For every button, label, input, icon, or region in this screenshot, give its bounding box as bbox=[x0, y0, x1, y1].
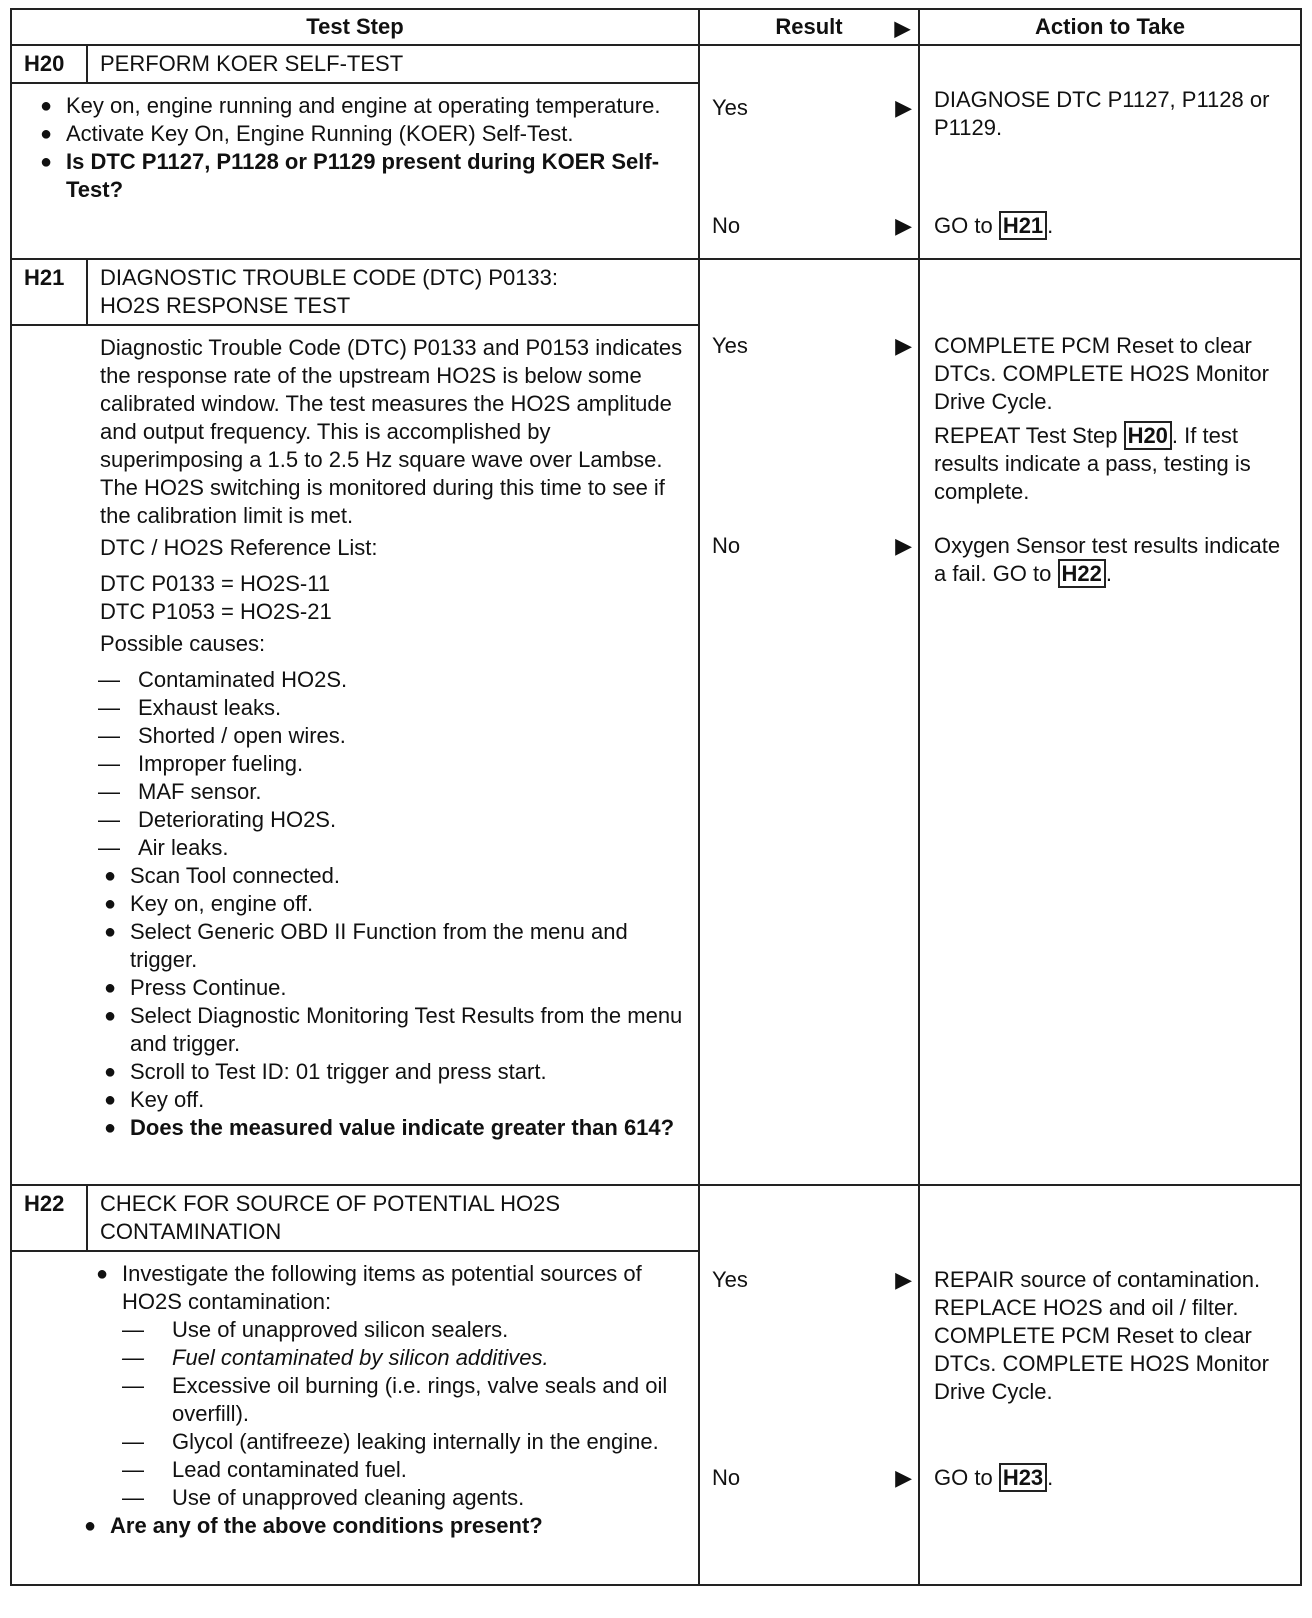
action-text: COMPLETE PCM Reset to clear DTCs. COMPLETE HO2S Monitor Drive Cycle. bbox=[934, 333, 1269, 414]
bullet-text: Scroll to Test ID: 01 trigger and press start. bbox=[130, 1059, 547, 1084]
action-cell-h22 bbox=[919, 1185, 1301, 1585]
bullet-text: Investigate the following items as potential sources of HO2S contamination: bbox=[122, 1261, 642, 1314]
bullet-icon: ● bbox=[83, 1515, 97, 1537]
list-item bbox=[90, 1002, 684, 1058]
action-text bbox=[934, 422, 1290, 506]
action-yes: REPAIR source of contamination. REPLACE HO2S and oil / filter. COMPLETE PCM Reset to clear DTCs. COMPLETE HO2S Monitor Drive Cycle. bbox=[934, 1267, 1269, 1404]
dash-icon: — bbox=[122, 1457, 144, 1482]
question-text: Are any of the above conditions present? bbox=[110, 1513, 543, 1538]
bullet-icon: ● bbox=[103, 977, 117, 999]
cause-text: Exhaust leaks. bbox=[138, 695, 282, 720]
result-no: No bbox=[712, 533, 741, 558]
step-title-line: CONTAMINATION bbox=[100, 1219, 282, 1244]
dash-icon: — bbox=[98, 807, 120, 832]
header-result-label: Result bbox=[775, 14, 843, 39]
dash-icon: — bbox=[122, 1345, 144, 1370]
arrow-icon: ▶ bbox=[895, 95, 912, 120]
step-cell-h21 bbox=[11, 259, 699, 1185]
bullet-icon: ● bbox=[103, 921, 117, 943]
list-item bbox=[98, 750, 684, 778]
dash-icon: — bbox=[98, 695, 120, 720]
action-text: . bbox=[1105, 561, 1112, 586]
list-item bbox=[26, 148, 684, 204]
step-header bbox=[12, 260, 698, 326]
cause-text: Deteriorating HO2S. bbox=[138, 807, 337, 832]
header-test-step: Test Step bbox=[11, 9, 699, 45]
bullet-list bbox=[90, 862, 684, 1142]
cause-text: Improper fueling. bbox=[138, 751, 304, 776]
result-yes: Yes bbox=[712, 95, 748, 120]
step-title-line: HO2S RESPONSE TEST bbox=[100, 293, 351, 318]
list-item bbox=[82, 1428, 684, 1456]
list-item bbox=[26, 120, 684, 148]
list-item bbox=[90, 1058, 684, 1086]
action-no bbox=[934, 532, 1290, 588]
step-ref-link[interactable]: H22 bbox=[1058, 559, 1106, 588]
list-item bbox=[98, 666, 684, 694]
dash-icon: — bbox=[122, 1429, 144, 1454]
bullet-text: Select Generic OBD II Function from the menu and trigger. bbox=[130, 919, 628, 972]
bullet-text: Activate Key On, Engine Running (KOER) Self-Test. bbox=[66, 121, 574, 146]
table-header-row bbox=[11, 9, 1301, 45]
list-item bbox=[82, 1484, 684, 1512]
item-text: Glycol (antifreeze) leaking internally in the engine. bbox=[172, 1429, 659, 1454]
result-no: No bbox=[712, 1465, 741, 1490]
bullet-icon: ● bbox=[103, 865, 117, 887]
header-result bbox=[699, 9, 919, 45]
bullet-icon: ● bbox=[103, 1089, 117, 1111]
step-ref-link[interactable]: H21 bbox=[999, 211, 1047, 240]
item-text: Fuel contaminated by silicon additives. bbox=[172, 1345, 549, 1370]
list-item bbox=[90, 890, 684, 918]
arrow-icon: ▶ bbox=[894, 18, 910, 40]
dash-icon: — bbox=[98, 723, 120, 748]
action-no bbox=[934, 212, 1290, 240]
action-text-part: . If test results indicate a pass, testing is complete. bbox=[934, 423, 1251, 504]
bullet-text: Key on, engine off. bbox=[130, 891, 314, 916]
step-title bbox=[88, 1186, 698, 1250]
header-action: Action to Take bbox=[919, 9, 1301, 45]
cause-text: MAF sensor. bbox=[138, 779, 262, 804]
item-text: Use of unapproved silicon sealers. bbox=[172, 1317, 509, 1342]
item-text: Excessive oil burning (i.e. rings, valve seals and oil overfill). bbox=[172, 1373, 668, 1426]
dash-icon: — bbox=[98, 667, 120, 692]
list-item bbox=[98, 806, 684, 834]
diagnostic-table-page bbox=[10, 8, 1300, 1612]
step-body bbox=[12, 1252, 698, 1546]
cause-text: Contaminated HO2S. bbox=[138, 667, 348, 692]
step-cell-h20 bbox=[11, 45, 699, 259]
question-text: Does the measured value indicate greater than 614? bbox=[130, 1115, 675, 1140]
action-yes: DIAGNOSE DTC P1127, P1128 or P1129. bbox=[934, 87, 1270, 140]
list-item bbox=[98, 834, 684, 862]
arrow-icon: ▶ bbox=[895, 1465, 912, 1490]
arrow-icon: ▶ bbox=[895, 213, 912, 238]
step-title: PERFORM KOER SELF-TEST bbox=[100, 51, 404, 76]
action-yes bbox=[934, 332, 1290, 506]
list-item bbox=[90, 974, 684, 1002]
ref-item: DTC P0133 = HO2S-11 bbox=[100, 571, 331, 596]
list-item bbox=[98, 722, 684, 750]
dash-icon: — bbox=[122, 1373, 144, 1398]
action-no bbox=[934, 1464, 1290, 1492]
list-item bbox=[90, 1114, 684, 1142]
item-text: Lead contaminated fuel. bbox=[172, 1457, 407, 1482]
bullet-icon: ● bbox=[103, 893, 117, 915]
step-id: H22 bbox=[12, 1186, 88, 1250]
action-cell-h20 bbox=[919, 45, 1301, 259]
step-row-h20 bbox=[11, 45, 1301, 259]
step-title-line: CHECK FOR SOURCE OF POTENTIAL HO2S bbox=[100, 1191, 561, 1216]
result-cell-h20 bbox=[699, 45, 919, 259]
arrow-icon: ▶ bbox=[895, 333, 912, 358]
question-text: Is DTC P1127, P1128 or P1129 present during KOER Self-Test? bbox=[66, 149, 660, 202]
ref-label: DTC / HO2S Reference List: bbox=[100, 535, 378, 560]
causes-label: Possible causes: bbox=[100, 631, 266, 656]
step-body bbox=[12, 84, 698, 210]
step-id: H20 bbox=[12, 46, 88, 82]
step-row-h22 bbox=[11, 1185, 1301, 1585]
step-title bbox=[88, 260, 698, 324]
dash-icon: — bbox=[98, 835, 120, 860]
action-text-part: REPEAT Test Step bbox=[934, 423, 1118, 448]
step-title-line: DIAGNOSTIC TROUBLE CODE (DTC) P0133: bbox=[100, 265, 559, 290]
arrow-icon: ▶ bbox=[895, 1267, 912, 1292]
bullet-icon: ● bbox=[103, 1061, 117, 1083]
bullet-icon: ● bbox=[39, 123, 53, 145]
dash-icon: — bbox=[98, 751, 120, 776]
result-yes: Yes bbox=[712, 333, 748, 358]
bullet-text: Select Diagnostic Monitoring Test Results from the menu and trigger. bbox=[130, 1003, 683, 1056]
result-cell-h21 bbox=[699, 259, 919, 1185]
dash-icon: — bbox=[122, 1317, 144, 1342]
bullet-text: Key on, engine running and engine at operating temperature. bbox=[66, 93, 661, 118]
list-item bbox=[82, 1456, 684, 1484]
result-cell-h22 bbox=[699, 1185, 919, 1585]
ref-item: DTC P1053 = HO2S-21 bbox=[100, 599, 332, 624]
action-text: GO to bbox=[934, 213, 993, 238]
step-row-h21 bbox=[11, 259, 1301, 1185]
action-text: Oxygen Sensor test results indicate a fail. GO to bbox=[934, 533, 1281, 586]
step-header bbox=[12, 1186, 698, 1252]
result-yes: Yes bbox=[712, 1267, 748, 1292]
cause-text: Air leaks. bbox=[138, 835, 229, 860]
bullet-text: Scan Tool connected. bbox=[130, 863, 340, 888]
list-item bbox=[70, 1512, 684, 1540]
list-item bbox=[98, 778, 684, 806]
list-item bbox=[82, 1344, 684, 1372]
action-text: . bbox=[1047, 213, 1054, 238]
action-cell-h21 bbox=[919, 259, 1301, 1185]
result-no: No bbox=[712, 213, 741, 238]
bullet-icon: ● bbox=[39, 95, 53, 117]
list-item bbox=[90, 862, 684, 890]
dash-icon: — bbox=[98, 779, 120, 804]
cause-text: Shorted / open wires. bbox=[138, 723, 346, 748]
step-ref-link[interactable]: H20 bbox=[1124, 421, 1172, 450]
dash-icon: — bbox=[122, 1485, 144, 1510]
bullet-text: Key off. bbox=[130, 1087, 205, 1112]
intro-text: Diagnostic Trouble Code (DTC) P0133 and P0153 indicates the response rate of the upstream HO2S is below some calibrated window. The test measures the HO2S amplitude and output frequency. This is accomplished by superimposing a 1.5 to 2.5 Hz square wave over Lambse. The HO2S switching is monitored during this time to see if the calibration limit is met. bbox=[100, 335, 683, 528]
bullet-icon: ● bbox=[103, 1117, 117, 1139]
step-header bbox=[12, 46, 698, 84]
action-text: . bbox=[1047, 1465, 1054, 1490]
item-text: Use of unapproved cleaning agents. bbox=[172, 1485, 525, 1510]
bullet-icon: ● bbox=[95, 1263, 109, 1285]
bullet-icon: ● bbox=[39, 151, 53, 173]
list-item bbox=[82, 1260, 684, 1316]
list-item bbox=[98, 694, 684, 722]
step-ref-link[interactable]: H23 bbox=[999, 1463, 1047, 1492]
arrow-icon: ▶ bbox=[895, 533, 912, 558]
bullet-text: Press Continue. bbox=[130, 975, 287, 1000]
diagnostic-table bbox=[10, 8, 1302, 1586]
bullet-icon: ● bbox=[103, 1005, 117, 1027]
step-cell-h22 bbox=[11, 1185, 699, 1585]
list-item bbox=[82, 1316, 684, 1344]
step-body bbox=[12, 326, 698, 1148]
action-text: GO to bbox=[934, 1465, 993, 1490]
step-id: H21 bbox=[12, 260, 88, 324]
list-item bbox=[82, 1372, 684, 1428]
list-item bbox=[90, 918, 684, 974]
list-item bbox=[26, 92, 684, 120]
list-item bbox=[90, 1086, 684, 1114]
